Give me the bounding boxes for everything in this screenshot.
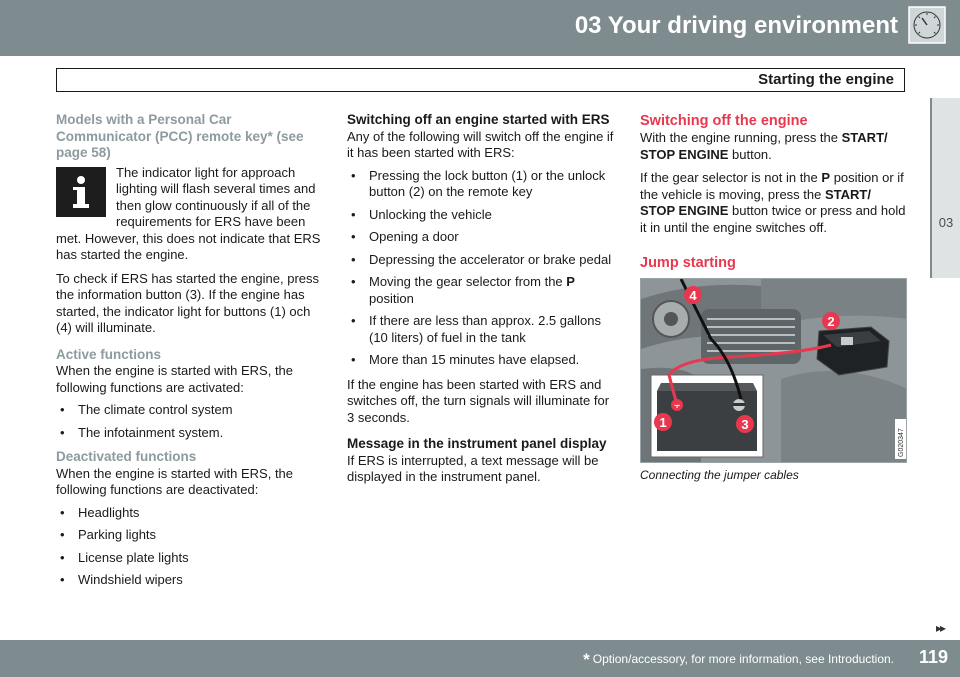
- column-1: [56, 112, 322, 597]
- figure-label-4: 4: [689, 288, 697, 303]
- info-icon: [56, 167, 106, 217]
- turn-signals-text: If the engine has been started with ERS and switches off, the turn signals will illuminate for 3 seconds.: [347, 376, 610, 425]
- column-3: [640, 112, 908, 484]
- figure-label-2: 2: [827, 314, 835, 329]
- list-item: • Opening a door: [347, 229, 615, 246]
- switch-off-conditions-list: [347, 168, 615, 369]
- list-item: • Windshield wipers: [56, 572, 322, 589]
- list-item: • Unlocking the vehicle: [347, 207, 615, 224]
- message-text: If ERS is interrupted, a text message will be displayed in the instrument panel.: [347, 452, 599, 484]
- active-list: [56, 402, 322, 441]
- info-text: The indicator light for approach lighting will flash several times and then glow continuously if all of the requirements for ERS have been met. However, this does not indicate that ERS has started the engine.: [56, 164, 321, 262]
- heading-message-display: Message in the instrument panel display: [347, 436, 607, 451]
- jump-start-illustration: [640, 278, 907, 463]
- svg-text:+: +: [674, 401, 680, 412]
- section-title: Starting the engine: [758, 71, 894, 88]
- switch-off-paragraph-1: With the engine running, press the START/ STOP ENGINE button.: [640, 130, 888, 162]
- list-item: • Headlights: [56, 505, 322, 522]
- list-item: • The infotainment system.: [56, 425, 322, 442]
- chapter-title: 03 Your driving environment: [574, 12, 898, 39]
- footer-bar: [0, 640, 960, 677]
- list-item: • Pressing the lock button (1) or the unlock button (2) on the remote key: [347, 168, 615, 201]
- list-item: • The climate control system: [56, 402, 322, 419]
- figure-caption: Connecting the jumper cables: [640, 468, 799, 482]
- switch-off-paragraph-2: If the gear selector is not in the P position or if the vehicle is moving, press the START/ STOP ENGINE button twice or press and hold it in until the engine switches off.: [640, 170, 906, 235]
- active-intro: When the engine is started with ERS, the following functions are activated:: [56, 363, 294, 395]
- header-bar: [0, 0, 960, 56]
- figure-label-1: 1: [659, 415, 667, 430]
- list-item: • Depressing the accelerator or brake pedal: [347, 252, 615, 269]
- switching-intro: Any of the following will switch off the engine if it has been started with ERS:: [347, 128, 614, 160]
- footer-note: * Option/accessory, for more information, see Introduction.: [583, 650, 894, 669]
- section-header: [56, 68, 905, 92]
- heading-switching-off-ers: Switching off an engine started with ERS: [347, 112, 610, 127]
- list-item: • License plate lights: [56, 550, 322, 567]
- chapter-tab-label: 03: [938, 215, 954, 230]
- heading-jump-starting: Jump starting: [640, 255, 736, 271]
- chapter-tab: [930, 98, 960, 278]
- list-item: • If there are less than approx. 2.5 gallons (10 liters) of fuel in the tank: [347, 313, 615, 346]
- gauge-icon: [908, 6, 946, 44]
- list-item: • Parking lights: [56, 527, 322, 544]
- column-2: [347, 112, 615, 493]
- deactivated-intro: When the engine is started with ERS, the following functions are deactivated:: [56, 465, 294, 497]
- heading-active-functions: Active functions: [56, 346, 162, 362]
- figure-code: G020347: [898, 428, 905, 457]
- heading-deactivated-functions: Deactivated functions: [56, 449, 197, 464]
- list-item: • More than 15 minutes have elapsed.: [347, 352, 615, 369]
- heading-pcc: Models with a Personal Car Communicator (PCC) remote key* (see page 58): [56, 112, 304, 160]
- check-ers-text: To check if ERS has started the engine, press the information button (3). If the engine has started, the indicator light for buttons (1) och (4) will illuminate.: [56, 270, 320, 335]
- heading-switching-off-engine: Switching off the engine: [640, 113, 808, 129]
- deactivated-list: [56, 505, 322, 589]
- page-number: 119: [918, 647, 948, 667]
- info-note: [56, 165, 322, 264]
- next-page-arrows[interactable]: ▸▸: [935, 621, 944, 635]
- list-item-gear-selector: • Moving the gear selector from the P position: [347, 274, 615, 307]
- figure-label-3: 3: [741, 417, 749, 432]
